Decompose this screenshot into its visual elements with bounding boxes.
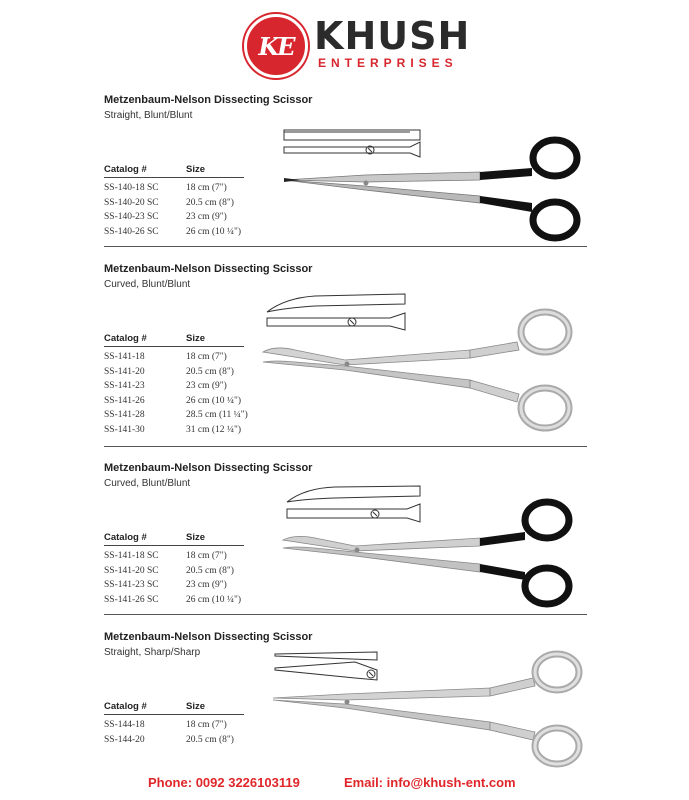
size-value: 26 cm (10 ¼") (186, 226, 242, 237)
section-divider (104, 614, 587, 615)
product-subtitle: Curved, Blunt/Blunt (104, 478, 191, 489)
table-row (104, 423, 244, 438)
catalog-number: SS-140-26 SC (104, 226, 159, 237)
brand-name: KHUSH (314, 14, 471, 58)
size-value: 26 cm (10 ¼") (186, 594, 242, 605)
section-divider (104, 446, 587, 447)
catalog-header: Catalog # (104, 532, 147, 543)
table-header (104, 333, 244, 347)
table-row (104, 350, 244, 365)
catalog-number: SS-141-28 (104, 410, 145, 421)
catalog-header: Catalog # (104, 701, 147, 712)
table-row (104, 718, 244, 733)
size-header: Size (186, 701, 206, 712)
table-header (104, 532, 244, 546)
straight-sharp-scissor-image (265, 648, 585, 768)
straight-scissor-sc-image (270, 120, 590, 245)
footer-phone (148, 775, 300, 790)
catalog-header: Catalog # (104, 164, 147, 175)
phone-label: Phone: (148, 775, 193, 790)
curved-scissor-image (255, 290, 585, 440)
size-value: 23 cm (9") (186, 212, 227, 223)
size-value: 18 cm (7") (186, 720, 227, 730)
size-value: 28.5 cm (11 ¼") (186, 410, 248, 421)
catalog-number: SS-141-20 (104, 366, 145, 377)
table-header (104, 701, 244, 715)
size-value: 20.5 cm (8") (186, 366, 234, 377)
size-value: 20.5 cm (8") (186, 565, 234, 576)
table-row (104, 564, 244, 579)
size-value: 31 cm (12 ¼") (186, 424, 242, 435)
table-header (104, 164, 244, 178)
product-title: Metzenbaum-Nelson Dissecting Scissor (104, 94, 313, 106)
footer-email (344, 775, 516, 790)
size-value: 18 cm (7") (186, 352, 227, 362)
table-row (104, 593, 244, 608)
catalog-number: SS-141-26 (104, 395, 145, 406)
catalog-table (104, 333, 248, 438)
catalog-table (104, 164, 244, 239)
phone-number[interactable]: 0092 3226103119 (195, 775, 300, 790)
table-row (104, 394, 244, 409)
table-row (104, 210, 244, 225)
table-row (104, 549, 244, 564)
catalog-header: Catalog # (104, 333, 147, 344)
curved-scissor-sc-image (275, 484, 585, 609)
size-value: 23 cm (9") (186, 381, 227, 392)
brand-tagline: ENTERPRISES (318, 56, 458, 70)
size-header: Size (186, 164, 206, 175)
catalog-number: SS-144-18 (104, 720, 145, 730)
product-subtitle: Curved, Blunt/Blunt (104, 279, 191, 290)
size-header: Size (186, 333, 206, 344)
size-header: Size (186, 532, 206, 543)
table-row (104, 408, 248, 423)
size-value: 20.5 cm (8") (186, 197, 234, 208)
table-row (104, 181, 244, 196)
catalog-table (104, 701, 244, 747)
size-value: 26 cm (10 ¼") (186, 395, 242, 406)
size-value: 18 cm (7") (186, 183, 227, 193)
brand-logo (244, 14, 471, 76)
product-title: Metzenbaum-Nelson Dissecting Scissor (104, 631, 313, 643)
product-subtitle: Straight, Sharp/Sharp (104, 647, 201, 658)
catalog-number: SS-141-18 (104, 352, 145, 362)
catalog-number: SS-141-30 (104, 424, 145, 435)
size-value: 18 cm (7") (186, 551, 227, 561)
catalog-number: SS-141-23 (104, 381, 145, 392)
catalog-number: SS-140-18 SC (104, 183, 159, 193)
size-value: 23 cm (9") (186, 580, 227, 591)
email-address[interactable]: info@khush-ent.com (386, 775, 516, 790)
product-title: Metzenbaum-Nelson Dissecting Scissor (104, 263, 313, 275)
product-subtitle: Straight, Blunt/Blunt (104, 110, 193, 121)
catalog-number: SS-140-23 SC (104, 212, 159, 223)
table-row (104, 196, 244, 211)
table-row (104, 225, 244, 240)
catalog-number: SS-141-23 SC (104, 580, 159, 591)
catalog-number: SS-144-20 (104, 734, 145, 745)
logo-badge: KE (244, 14, 308, 78)
table-row (104, 578, 244, 593)
catalog-number: SS-141-18 SC (104, 551, 159, 561)
size-value: 20.5 cm (8") (186, 734, 234, 745)
email-label: Email: (344, 775, 384, 790)
catalog-table (104, 532, 244, 607)
catalog-number: SS-140-20 SC (104, 197, 159, 208)
product-title: Metzenbaum-Nelson Dissecting Scissor (104, 462, 313, 474)
table-row (104, 365, 244, 380)
table-row (104, 379, 244, 394)
table-row (104, 733, 244, 748)
section-divider (104, 246, 587, 247)
catalog-number: SS-141-20 SC (104, 565, 159, 576)
catalog-number: SS-141-26 SC (104, 594, 159, 605)
